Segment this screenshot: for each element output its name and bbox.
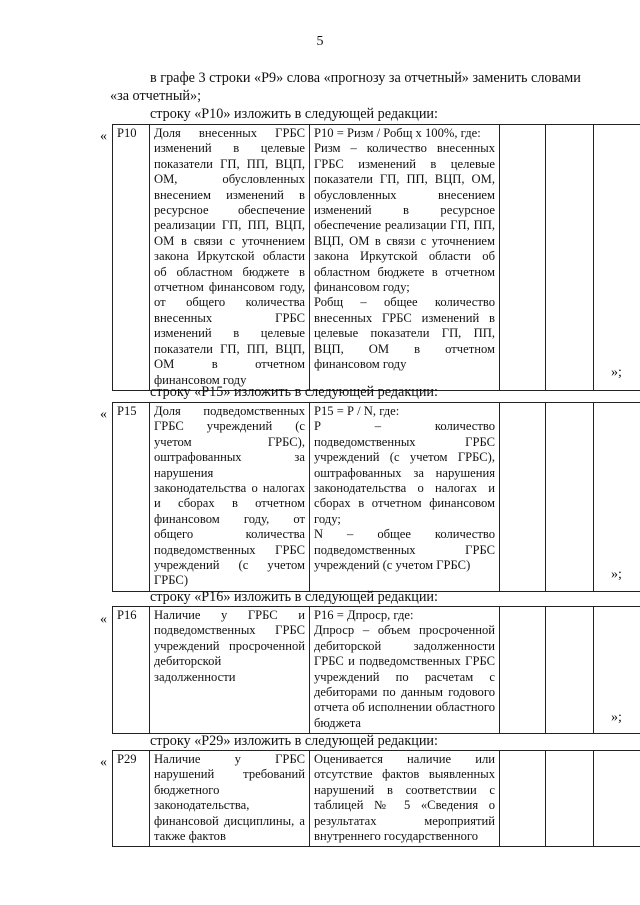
formula-line: Оценивается наличие или отсутствие фактов выявленных нарушений в соответствии с таблицей № 5 «Сведения о результатах мероприятий внутреннего государственного (314, 752, 495, 844)
indicator-table-r10 (112, 124, 640, 391)
empty-cell (500, 125, 546, 391)
opening-quote: « (100, 407, 107, 422)
closing-quote: »; (611, 710, 622, 725)
formula-line: Р – количество подведомственных ГРБС учреждений (с учетом ГРБС), оштрафованных за нарушения законодательства о налогах и сборах в отчетном финансовом году; (314, 419, 495, 526)
formula-line: Р10 = Ризм / Робщ х 100%, где: (314, 126, 481, 140)
empty-cell (546, 751, 594, 847)
section-heading-r16: строку «Р16» изложить в следующей редакции: (150, 589, 438, 605)
closing-quote: »; (611, 365, 622, 380)
closing-quote: »; (611, 567, 622, 582)
section-heading-r15: строку «Р15» изложить в следующей редакции: (150, 384, 438, 400)
empty-cell (594, 125, 640, 391)
indicator-code: Р15 (113, 403, 150, 592)
empty-cell (594, 403, 640, 592)
indicator-table-r16 (112, 606, 640, 734)
intro-line-2: «за отчетный»; (110, 88, 202, 104)
empty-cell (546, 125, 594, 391)
indicator-code: Р29 (113, 751, 150, 847)
empty-cell (500, 751, 546, 847)
empty-cell (546, 403, 594, 592)
indicator-code: Р10 (113, 125, 150, 391)
empty-cell (594, 751, 640, 847)
indicator-description: Наличие у ГРБС нарушений требований бюджетного законодательства, финансовой дисциплины, а также фактов (150, 751, 310, 847)
indicator-formula (310, 607, 500, 734)
formula-line: Дпроср – объем просроченной дебиторской задолженности ГРБС и подведомственных ГРБС учреждений по расчетам с дебиторами по данным годового отчета об исполнении областного бюджета (314, 623, 495, 730)
formula-line: Р16 = Дпроср, где: (314, 608, 414, 622)
formula-line: N – общее количество подведомственных ГРБС учреждений (с учетом ГРБС) (314, 527, 495, 573)
intro-line-1: в графе 3 строки «Р9» слова «прогнозу за отчетный» заменить словами (150, 70, 581, 86)
opening-quote: « (100, 755, 107, 770)
indicator-description: Доля внесенных ГРБС изменений в целевые показатели ГП, ПП, ВЦП, ОМ, обусловленных внесением изменений в ресурсное обеспечение реализации ГП, ПП, ВЦП, ОМ в связи с уточнением закона Иркутской области об областном бюджете в отчетном финансовом году, от общего количества внесенных ГРБС изменений в целевые показатели ГП, ПП, ВЦП, ОМ в отчетном финансовом году (150, 125, 310, 391)
indicator-formula (310, 125, 500, 391)
empty-cell (500, 403, 546, 592)
formula-line: Р15 = Р / N, где: (314, 404, 400, 418)
indicator-table-r15 (112, 402, 640, 592)
opening-quote: « (100, 129, 107, 144)
section-heading-r29: строку «Р29» изложить в следующей редакции: (150, 733, 438, 749)
indicator-description: Доля подведомственных ГРБС учреждений (с учетом ГРБС), оштрафованных за нарушения законодательства о налогах и сборах в отчетном финансовом году, от общего количества подведомственных ГРБС учреждений (с учетом ГРБС) (150, 403, 310, 592)
section-heading-r10: строку «Р10» изложить в следующей редакции: (150, 106, 438, 122)
formula-line: Ризм – количество внесенных ГРБС изменений в целевые показатели ГП, ПП, ВЦП, ОМ, обусловленных внесением изменений в ресурсное обеспечение реализации ГП, ПП, ВЦП, ОМ в связи с уточнением закона Иркутской области об областном бюджете в отчетном финансовом году; (314, 141, 495, 295)
opening-quote: « (100, 612, 107, 627)
indicator-formula (310, 403, 500, 592)
indicator-code: Р16 (113, 607, 150, 734)
formula-line: Робщ – общее количество внесенных ГРБС изменений в целевые показатели ГП, ПП, ВЦП, ОМ в отчетном финансовом году (314, 295, 495, 372)
page-number: 5 (316, 34, 324, 49)
empty-cell (546, 607, 594, 734)
indicator-table-r29 (112, 750, 640, 847)
empty-cell (500, 607, 546, 734)
indicator-formula (310, 751, 500, 847)
indicator-description: Наличие у ГРБС и подведомственных ГРБС учреждений просроченной дебиторской задолженности (150, 607, 310, 734)
